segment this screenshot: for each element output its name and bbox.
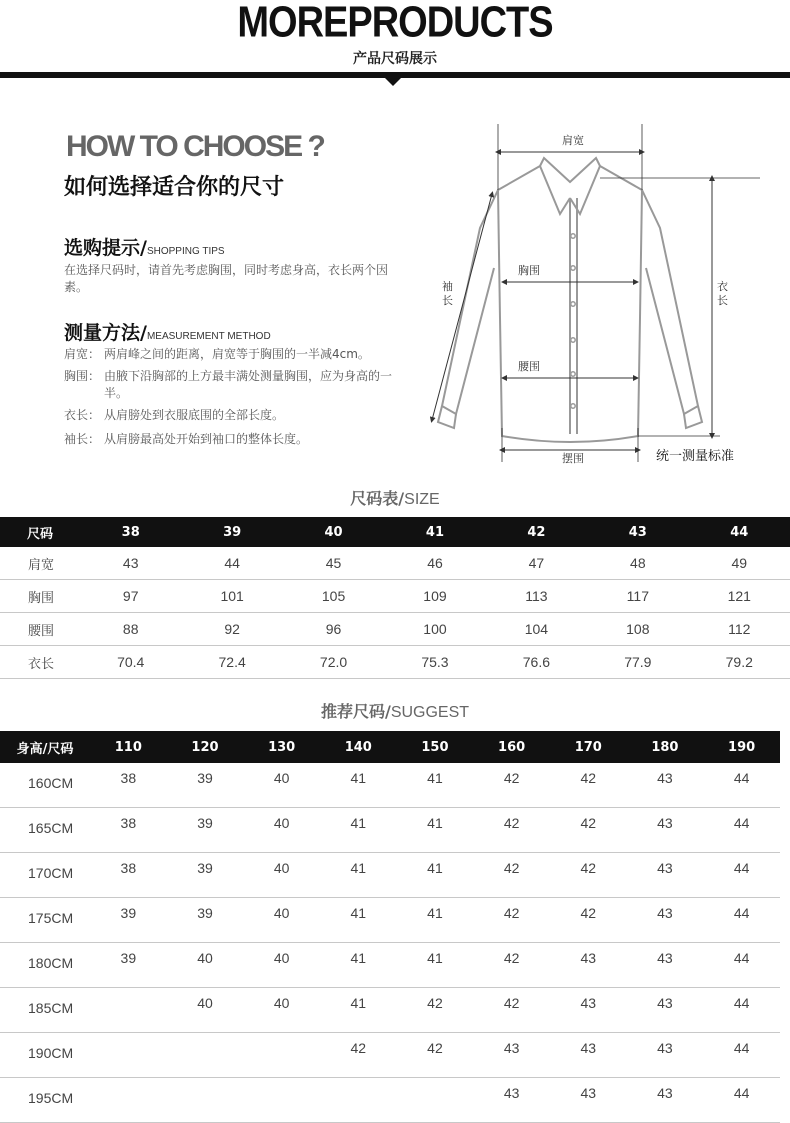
measurement-value: 从肩膀处到衣服底围的全部长度。: [104, 408, 285, 422]
suggest-table-row: [0, 763, 780, 808]
suggest-caption-cn: 推荐尺码/: [320, 702, 391, 721]
table-cell: 42: [550, 898, 627, 943]
row-label: 190CM: [0, 1033, 90, 1078]
table-cell: 113: [486, 580, 587, 613]
table-cell: 41: [397, 808, 474, 853]
table-cell: 42: [473, 853, 550, 898]
header-cell: 身高/尺码: [0, 731, 90, 763]
table-cell: 42: [473, 808, 550, 853]
table-cell: 40: [167, 943, 244, 988]
table-cell: 40: [167, 988, 244, 1033]
table-cell: 44: [703, 1078, 780, 1123]
table-cell: 42: [473, 943, 550, 988]
table-cell: [167, 1033, 244, 1078]
table-cell: 47: [486, 547, 587, 580]
waist-label: 腰围: [518, 360, 540, 373]
table-cell: 42: [320, 1033, 397, 1078]
table-cell: 40: [243, 808, 320, 853]
how-to-choose-title: HOW TO CHOOSE ?: [66, 130, 324, 163]
table-cell: [397, 1078, 474, 1123]
table-cell: 44: [703, 943, 780, 988]
table-cell: 72.0: [283, 646, 384, 679]
measurement-key: 肩宽：: [64, 347, 101, 361]
table-cell: 44: [703, 988, 780, 1033]
header-cell: 140: [320, 731, 397, 763]
table-cell: 77.9: [587, 646, 688, 679]
table-cell: 42: [473, 988, 550, 1033]
row-label: 腰围: [0, 613, 80, 646]
shopping-tips-text: 在选择尺码时，请首先考虑胸围，同时考虑身高，衣长两个因素。: [64, 263, 389, 294]
measurement-item-chest: [64, 368, 404, 402]
table-cell: 46: [384, 547, 485, 580]
table-cell: 43: [627, 763, 704, 808]
table-cell: 41: [397, 853, 474, 898]
table-cell: 48: [587, 547, 688, 580]
table-cell: 40: [243, 763, 320, 808]
measurement-value: 由腋下沿胸部的上方最丰满处测量胸围，应为身高的一半。: [104, 369, 393, 400]
table-cell: 42: [550, 763, 627, 808]
measurement-heading-cn: 测量方法/: [64, 322, 147, 344]
suggest-table-row: [0, 943, 780, 988]
size-caption-en: SIZE: [404, 491, 440, 508]
measurement-key: 胸围：: [64, 369, 101, 383]
table-cell: 96: [283, 613, 384, 646]
table-cell: 41: [320, 898, 397, 943]
table-cell: [320, 1078, 397, 1123]
table-cell: 39: [167, 763, 244, 808]
header-cell: 120: [167, 731, 244, 763]
table-cell: [243, 1033, 320, 1078]
suggest-table-row: [0, 988, 780, 1033]
measurement-key: 衣长：: [64, 408, 101, 422]
table-cell: 42: [550, 808, 627, 853]
size-table-header: [0, 517, 790, 547]
shopping-tips-heading-en: SHOPPING TIPS: [146, 246, 225, 257]
size-caption-cn: 尺码表/: [350, 489, 405, 508]
table-cell: 40: [243, 988, 320, 1033]
table-cell: 38: [90, 808, 167, 853]
how-to-choose-subtitle: 如何选择适合你的尺寸: [64, 175, 285, 200]
table-cell: 101: [181, 580, 282, 613]
shirt-icon: [438, 158, 702, 442]
size-table-row: [0, 580, 790, 613]
shoulder-label: 肩宽: [562, 134, 584, 147]
table-cell: 43: [627, 988, 704, 1033]
table-cell: 41: [397, 898, 474, 943]
table-cell: 39: [90, 943, 167, 988]
table-cell: 41: [320, 853, 397, 898]
table-cell: 43: [550, 943, 627, 988]
measurement-value: 两肩峰之间的距离，肩宽等于胸围的一半减4cm。: [104, 347, 370, 361]
table-cell: 104: [486, 613, 587, 646]
measurement-heading-en: MEASUREMENT METHOD: [146, 331, 271, 342]
table-cell: [243, 1078, 320, 1123]
suggest-table-row: [0, 853, 780, 898]
header-cell: 44: [689, 517, 790, 547]
length-label-1: 衣: [717, 280, 728, 293]
suggest-table-row: [0, 898, 780, 943]
row-label: 170CM: [0, 853, 90, 898]
suggest-table-header: [0, 731, 780, 763]
table-cell: 43: [80, 547, 181, 580]
table-cell: 44: [703, 808, 780, 853]
header-cell: 39: [181, 517, 282, 547]
measurement-item-sleeve: [64, 431, 404, 448]
table-cell: 44: [181, 547, 282, 580]
table-cell: 43: [627, 898, 704, 943]
measurement-item-shoulder: [64, 346, 404, 363]
row-label: 185CM: [0, 988, 90, 1033]
measurement-key: 袖长：: [64, 432, 101, 446]
table-cell: 97: [80, 580, 181, 613]
table-cell: 41: [320, 943, 397, 988]
table-cell: 40: [243, 898, 320, 943]
suggest-caption-en: SUGGEST: [390, 704, 470, 721]
header-cell: 150: [397, 731, 474, 763]
table-cell: 41: [320, 763, 397, 808]
table-cell: 42: [550, 853, 627, 898]
row-label: 160CM: [0, 763, 90, 808]
header-cell: 42: [486, 517, 587, 547]
table-cell: 43: [550, 1078, 627, 1123]
table-cell: 39: [167, 853, 244, 898]
header-cell: 43: [587, 517, 688, 547]
table-cell: 117: [587, 580, 688, 613]
table-cell: 105: [283, 580, 384, 613]
length-label-2: 长: [717, 294, 728, 307]
measurement-item-length: [64, 407, 404, 424]
table-cell: 41: [397, 943, 474, 988]
suggest-table-row: [0, 808, 780, 853]
chest-label: 胸围: [518, 264, 540, 277]
table-cell: 75.3: [384, 646, 485, 679]
suggest-table-caption: [0, 699, 790, 722]
table-cell: 43: [550, 988, 627, 1033]
header-cell: 170: [550, 731, 627, 763]
sleeve-label-1: 袖: [442, 280, 453, 293]
table-cell: 43: [550, 1033, 627, 1078]
table-cell: [90, 988, 167, 1033]
table-cell: 43: [627, 808, 704, 853]
table-cell: 40: [243, 853, 320, 898]
table-cell: 121: [689, 580, 790, 613]
table-cell: 38: [90, 763, 167, 808]
table-cell: 45: [283, 547, 384, 580]
table-cell: 39: [167, 898, 244, 943]
header-cell: 38: [80, 517, 181, 547]
table-cell: 70.4: [80, 646, 181, 679]
size-table-row: [0, 646, 790, 679]
shopping-tips-heading-cn: 选购提示/: [64, 237, 147, 259]
table-cell: 44: [703, 853, 780, 898]
header-cell: 尺码: [0, 517, 80, 547]
size-table-caption: [0, 486, 790, 509]
table-cell: 42: [473, 763, 550, 808]
header-cell: 40: [283, 517, 384, 547]
table-cell: 43: [473, 1033, 550, 1078]
measurement-heading: [64, 318, 271, 345]
table-cell: 100: [384, 613, 485, 646]
table-cell: 39: [167, 808, 244, 853]
table-cell: 42: [397, 1033, 474, 1078]
size-table-row: [0, 613, 790, 646]
page-subtitle: 产品尺码展示: [353, 51, 437, 67]
size-table: [0, 517, 790, 679]
table-cell: 43: [627, 1033, 704, 1078]
brand-title: MOREPRODUCTS: [237, 0, 553, 48]
table-cell: 43: [627, 943, 704, 988]
row-label: 肩宽: [0, 547, 80, 580]
sleeve-label-2: 长: [442, 294, 453, 307]
header-cell: 180: [627, 731, 704, 763]
table-cell: 41: [320, 988, 397, 1033]
table-cell: 43: [473, 1078, 550, 1123]
table-cell: [167, 1078, 244, 1123]
table-cell: 41: [320, 808, 397, 853]
table-cell: 108: [587, 613, 688, 646]
shopping-tips-heading: [64, 233, 225, 260]
header-pointer-icon: [385, 78, 401, 86]
row-label: 衣长: [0, 646, 80, 679]
table-cell: 42: [473, 898, 550, 943]
row-label: 胸围: [0, 580, 80, 613]
suggest-table-row: [0, 1078, 780, 1123]
table-cell: 49: [689, 547, 790, 580]
row-label: 165CM: [0, 808, 90, 853]
header-cell: 41: [384, 517, 485, 547]
table-cell: [90, 1078, 167, 1123]
table-cell: 109: [384, 580, 485, 613]
row-label: 195CM: [0, 1078, 90, 1123]
row-label: 180CM: [0, 943, 90, 988]
header-cell: 160: [473, 731, 550, 763]
table-cell: 76.6: [486, 646, 587, 679]
header-cell: 110: [90, 731, 167, 763]
table-cell: 44: [703, 898, 780, 943]
suggest-table-row: [0, 1033, 780, 1078]
measurement-value: 从肩膀最高处开始到袖口的整体长度。: [104, 432, 309, 446]
header-cell: 130: [243, 731, 320, 763]
table-cell: 40: [243, 943, 320, 988]
shirt-measurement-diagram: [420, 118, 760, 468]
table-cell: 43: [627, 1078, 704, 1123]
hem-label: 摆围: [562, 452, 584, 465]
row-label: 175CM: [0, 898, 90, 943]
table-cell: 44: [703, 1033, 780, 1078]
header-cell: 190: [703, 731, 780, 763]
table-cell: 41: [397, 763, 474, 808]
size-table-row: [0, 547, 790, 580]
measurement-standard-label: 统一测量标准: [656, 449, 735, 464]
table-cell: 39: [90, 898, 167, 943]
table-cell: 112: [689, 613, 790, 646]
table-cell: 88: [80, 613, 181, 646]
table-cell: 72.4: [181, 646, 282, 679]
table-cell: 92: [181, 613, 282, 646]
table-cell: 79.2: [689, 646, 790, 679]
table-cell: 44: [703, 763, 780, 808]
table-cell: [90, 1033, 167, 1078]
table-cell: 38: [90, 853, 167, 898]
suggest-table: [0, 731, 780, 1123]
table-cell: 43: [627, 853, 704, 898]
table-cell: 42: [397, 988, 474, 1033]
